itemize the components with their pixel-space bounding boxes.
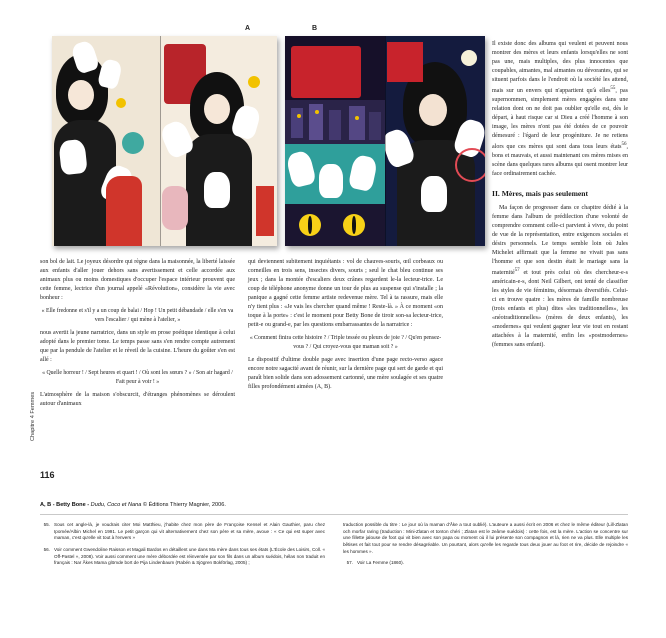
blockquote: « Elle fredonne et s'il y a un coup de balai / Hop ! Un petit débandade / elle s'en va vers l'escalier / qui mène à l'atelier, »	[41, 308, 234, 323]
blockquote: « Comment finira cette histoire ? / Triple tessée ou pleurs de joie ? / Qu'en pensez-vous ? / Qui croyez-vous que maman soit ? »	[249, 335, 442, 350]
book-b-left-page	[285, 36, 385, 246]
footnote-number: 56.	[43, 546, 50, 552]
book-a-left-page	[52, 36, 160, 246]
footnote-item	[343, 522, 628, 555]
footnote-text: Voir La Femme (1860).	[357, 560, 404, 566]
figure-label-b: B	[312, 25, 318, 32]
paragraph	[492, 204, 628, 350]
book-spread-b	[285, 36, 485, 246]
paragraph-text: Ma façon de progresser dans ce chapitre dédié à la femme dans l'album de prédilection d'une volonté de comprendre comment celle-ci parvient à vivre, du point de vue de la représentation, entre exigences sociales et désirs personnels. Le temps semble loin où Jules Michelet affirmait que la femme ne vivait pas sans l'homme et que son destin était le mariage sans la maternité	[492, 205, 628, 277]
book-b-right-page	[385, 36, 485, 246]
book-b	[285, 36, 485, 246]
text-column-1	[40, 258, 235, 409]
footnote-item	[40, 547, 325, 567]
paragraph-text: , pas supernommen, simplement mères engagées dans une relation dont on ne doit pas oublier qu'elle est, dès le départ, à haut risque car si Dieu a créé l'homme à son image, les mères n'ont pas été dotées de ce pouvoir démesuré : l'égard de leur progéniture. Je ne retiens alors que ces mères qui sont dans tous leurs états	[492, 88, 628, 150]
chapter-rail-label: Chapitre 4 Femmes	[30, 391, 36, 441]
page-number: 116	[40, 470, 55, 480]
section-heading: II. Mères, mais pas seulement	[492, 189, 589, 198]
footnote-ref: 57	[514, 268, 520, 274]
paragraph-text: et tout près celui où des chercheur-e-s américain-e-s, dont Neil Gilbert, ont tenté de classifier les styles de vie féminins, désormais diversifiés. Celui-ci en trouve quatre : les mères de famille nombreuse (trois enfants et plus) dites «les traditionnelles», les «néotraditionnelles» (mères de deux enfants), les «modernes» qui veulent gagner leur vie tout en restant attachées à la maternité, enfin les «postmodernes» (femmes sans enfant).	[492, 270, 628, 349]
footnote-text: traduction possible du titre : Le jour où la maman d'Åke a tout oublié). L'auteure a aussi écrit en 2006 et chez le même éditeur (Lill-Zlatan och morfar raring (traduction : Mini-Zlatan et tonton chéri ; Zlatan est le 2eâme suédois) : cette fois, est la mère. L'action se concentre sur une fillette jalouse de foot qui vit bien avec son papa ou moment où il lui présente son compagnon et là, rien ne va plus. Elle multiple les bêtises et fait tout pour se rendre désagréable. Un pourtant, alors qu'elle les regarde tous deux jouer au foot et rire, décide de rejoindre « les hommes ».	[343, 522, 628, 554]
footnote-item	[343, 560, 628, 567]
figure-caption	[40, 502, 628, 508]
footnote-text: Sous cet angle-là, je voudrais citer Moi Matthieu, j'habite chez mon père de Françoise Kensel et Alain Gauthier, paru chez Ipomée/Albin Michel en 1991. Le petit garçon qui vit alternativement chez son père et sa mère, avoue : « Ce qui est super avec maman, c'est qu'elle vit tout à l'envers »	[54, 522, 325, 541]
blockquote: « Quelle horreur ! / Sept heures et quart ! / Où sont les sœurs ? » / Son air hagard / Fait peur à voir ! »	[42, 369, 233, 385]
book-a	[52, 36, 277, 246]
footnote-text: Voir comment Gwendoline Raisson et Magali Bardos en détaillent une dans Ma mère dans tous ses états (L'École des Loisirs, Coll. « Off-Pastel », 2008). Voir aussi comment une mère débordée est réinventée par son fils dans un album suédois, hélas non traduit en français : Nar Åkes Mama glömde bort de Pija Lindenbaum (Rabén & Sjögren Bokförlag, 2005) ;	[54, 546, 325, 566]
paragraph-text: , bons et mauvais, et aussi maintenant ces mères mises en scène dans quelques rares albums qui osent montrer leur face ordinairement cachée.	[492, 144, 628, 177]
paragraph: nous avertit la jeune narratrice, dans un style en prose poétique identique à celui adopté dans le premier tome. Le temps passe sans s'en rendre compte autrement que par la pendule de l'atelier et le réveil de la cuisine. L'heure du goûter s'en est allé :	[40, 329, 235, 363]
footnote-ref: 55	[610, 86, 616, 91]
book-spread-a	[52, 36, 277, 246]
caption-bold: A, B - Betty Bone -	[40, 502, 91, 508]
footnote-item	[40, 522, 325, 542]
paragraph: son bol de lait. Le joyeux désordre qui règne dans la maisonnée, la liberté laissée aux enfants d'aller jouer dehors sans avertissement et celle accordée aux animaux plus ou moins domestiques d'occuper l'espace intérieur prouvent que cette femme, lectrice d'un journal appelé «Révolution», considère la vie avec bonheur :	[40, 259, 235, 301]
paragraph: Le dispositif d'ultime double page avec insertion d'une page recto-verso agace encore notre sagacité avant de réunir, sur la dernière page qui sert de garde et qui paraît bien solide dans son adossement cartonné, une mère soulagée et ses quatre filles profondément aimées (A, B).	[248, 356, 443, 390]
paragraph-text: Il existe donc des albums qui veulent et peuvent nous montrer des mères et leurs enfants lorsqu'elles ne sont pas une, mais multiples, des plus innocentes que coupables, aimantes, mal aimantes ou dévorantes, qui se situent parfois dans le l'endroit où la société les attend, mais sur un envers qui n'appartient qu'à elles	[492, 41, 628, 94]
figure-labels	[40, 22, 485, 36]
figure-label-a: A	[245, 25, 251, 32]
book-a-right-page	[160, 36, 277, 246]
footnote-column-left	[40, 522, 325, 572]
caption-rest: © Éditions Thierry Magnier, 2006.	[141, 502, 226, 508]
footnotes	[40, 522, 628, 632]
caption-italic: Dudu, Coco et Nana	[90, 502, 142, 508]
paragraph	[492, 40, 628, 179]
footnote-column-right	[343, 522, 628, 572]
text-column-2	[248, 258, 443, 392]
footnote-ref: 56	[621, 142, 627, 147]
paragraph: qui deviennent subitement inquiétants : vol de chauves-souris, œil corbeaux ou corneilles en trois sens, insectes divers, souris ; seul le chat bleu continue ses jeux ; dans la montée d'escaliers deux crânes regardent le-la lecteur-trice. Le coup de téléphone anonyme donne un tour de plus au suspense qui s'installe ; la panique a gagné cette femme artiste redevenue mère. Tel à ta rassure, mais elle n'y tient plus : «Je vais les chercher quand même ! Reste-là. » À ce moment «on toque à la porte» : c'est le moment pour Betty Bone de tiroir son-sa lecteur-trice, petit-e ou grand-e, par les questions embarrassantes de la narratrice :	[248, 259, 443, 328]
figure-illustration	[40, 22, 485, 247]
footnote-divider	[40, 514, 628, 515]
paragraph: L'atmosphère de la maison s'obscurcit, d'étranges phénomènes se déroulent autour d'animaux	[40, 391, 235, 407]
text-column-3	[492, 40, 628, 350]
footnote-number: 57.	[346, 560, 353, 566]
footnote-number: 55.	[43, 522, 50, 527]
